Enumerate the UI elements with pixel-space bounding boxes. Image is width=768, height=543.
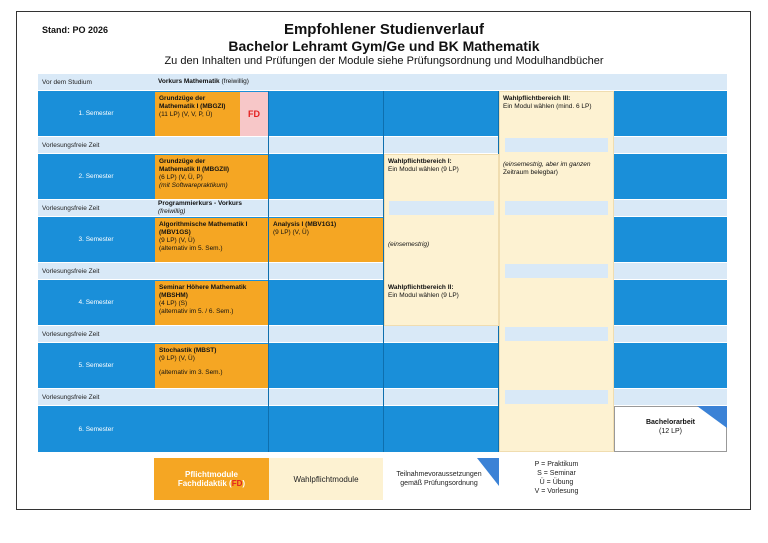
bachelorarbeit-text (614, 418, 727, 436)
mbshm-line4: (alternativ im 5. / 6. Sem.) (159, 308, 234, 315)
row-vfz1 (154, 137, 727, 153)
prog-title: Programmierkurs - Vorkurs (158, 200, 243, 207)
legend-teilnahme-text (384, 470, 494, 488)
wahlpflicht-3-note (499, 158, 614, 182)
row-label-vfz5: Vorlesungsfreie Zeit (38, 389, 154, 405)
mbshm-line1: Seminar Höhere Mathematik (159, 284, 247, 291)
legend-abbreviations (499, 460, 614, 496)
break-box (505, 390, 608, 404)
programmierkurs-cell (154, 199, 269, 217)
row-label-vfz3: Vorlesungsfreie Zeit (38, 263, 154, 279)
legend-pflicht-line1: Pflichtmodule (185, 470, 238, 479)
page-subtitle-note: Zu den Inhalten und Prüfungen der Module siehe Prüfungsordnung und Modulhandbücher (164, 55, 604, 67)
mbgzi-line1: Grundzüge der (159, 95, 206, 102)
row-label-sem4: 4. Semester (38, 280, 154, 325)
legend-teilnahme-line2: gemäß Prüfungsordnung (400, 480, 478, 487)
legend-fd: FD (231, 479, 243, 488)
mbst-line3: (alternativ im 3. Sem.) (159, 369, 223, 376)
wahlpflicht-2-cell (384, 281, 499, 311)
wpb2-title: Wahlpflichtbereich II: (388, 284, 454, 291)
mbshm-line2: (MBSHM) (159, 292, 188, 299)
wpb3-note2: Zeitraum belegbar) (503, 169, 558, 176)
module-analysis (269, 218, 383, 262)
vorkurs-title: Vorkurs Mathematik (158, 78, 220, 85)
module-mbgzi (155, 92, 240, 136)
row-label-vfz4: Vorlesungsfreie Zeit (38, 326, 154, 342)
row-label-vfz1: Vorlesungsfreie Zeit (38, 137, 154, 153)
row-label-sem5: 5. Semester (38, 343, 154, 388)
wpb1-title: Wahlpflichtbereich I: (388, 158, 452, 165)
break-box (505, 327, 608, 341)
mbshm-line3: (4 LP) (S) (159, 300, 188, 307)
legend-u: Ü = Übung (539, 479, 574, 486)
wahlpflicht-1-note (384, 238, 499, 250)
module-mbst (155, 344, 268, 388)
mbv1gs-line1: Algorithmische Mathematik I (159, 221, 248, 228)
wahlpflicht-1-cell (384, 155, 499, 185)
ba-lp: (12 LP) (659, 428, 682, 435)
mbgzii-line1: Grundzüge der (159, 158, 206, 165)
module-mbgzii (155, 155, 268, 199)
row-label-vfz2: Vorlesungsfreie Zeit (38, 200, 154, 216)
wpb2-text: Ein Modul wählen (9 LP) (388, 292, 459, 299)
break-box (505, 138, 608, 152)
legend-v: V = Vorlesung (534, 488, 579, 495)
mbgzii-line4: (mit Softwarepraktikum) (159, 182, 228, 189)
wpb1-text: Ein Modul wählen (9 LP) (388, 166, 459, 173)
vorkurs-cell (154, 76, 454, 90)
mbst-line1: Stochastik (MBST) (159, 347, 217, 354)
legend-pflichtmodule (154, 458, 269, 500)
legend-p: P = Praktikum (534, 461, 579, 468)
fd-badge: FD (240, 92, 268, 136)
mbv1gs-line2: (MBV1GS) (159, 229, 191, 236)
prog-note: (freiwillig) (158, 208, 186, 215)
page-title: Empfohlener Studienverlauf (283, 21, 485, 38)
legend-fachdidaktik: Fachdidaktik ( (177, 479, 232, 488)
row-label-sem6: 6. Semester (38, 406, 154, 452)
break-box (505, 201, 608, 215)
mbgzii-line3: (6 LP) (V, Ü, P) (159, 174, 203, 181)
ana-line1: Analysis I (MBV1G1) (273, 221, 337, 228)
legend-s: S = Seminar (537, 470, 576, 477)
module-mbv1gs (155, 218, 268, 262)
wpb3-text: Ein Modul wählen (mind. 6 LP) (503, 103, 592, 110)
ba-title: Bachelorarbeit (645, 419, 696, 426)
legend-wahlpflichtmodule: Wahlpflichtmodule (269, 458, 383, 500)
row-vfz4 (154, 326, 727, 342)
ana-line2: (9 LP) (V, Ü) (273, 229, 309, 236)
module-mbshm (155, 281, 268, 325)
legend-teilnahme-line1: Teilnahmevoraussetzungen (396, 471, 482, 478)
row-vfz5 (154, 389, 727, 405)
mbv1gs-line4: (alternativ im 5. Sem.) (159, 245, 223, 252)
break-box (389, 201, 494, 215)
mbst-line2: (9 LP) (V, Ü) (159, 355, 195, 362)
page-subtitle-program: Bachelor Lehramt Gym/Ge und BK Mathematik (228, 38, 540, 54)
mbgzi-line2: Mathematik I (MBGZI) (159, 103, 226, 110)
mbv1gs-line3: (9 LP) (V, Ü) (159, 237, 195, 244)
row-label-sem1: 1. Semester (38, 91, 154, 136)
mbgzi-line3: (11 LP) (V, V, P, Ü) (159, 111, 213, 118)
wpb1-note: (einsemestrig) (388, 241, 430, 248)
legend-paren: ) (242, 479, 246, 488)
legend-pflicht-line2 (178, 479, 245, 488)
wpb3-title: Wahlpflichtbereich III: (503, 95, 571, 102)
wahlpflicht-3-cell (499, 92, 614, 122)
row-label-vor-studium: Vor dem Studium (38, 74, 154, 90)
break-box (505, 264, 608, 278)
mbgzii-line2: Mathematik II (MBGZII) (159, 166, 230, 173)
row-label-sem2: 2. Semester (38, 154, 154, 199)
stand-label: Stand: PO 2026 (42, 25, 109, 35)
wpb3-note1: (einsemestrig, aber im ganzen (503, 161, 591, 168)
col-divider (268, 91, 269, 452)
vorkurs-note: (freiwillig) (221, 78, 249, 85)
row-label-sem3: 3. Semester (38, 217, 154, 262)
